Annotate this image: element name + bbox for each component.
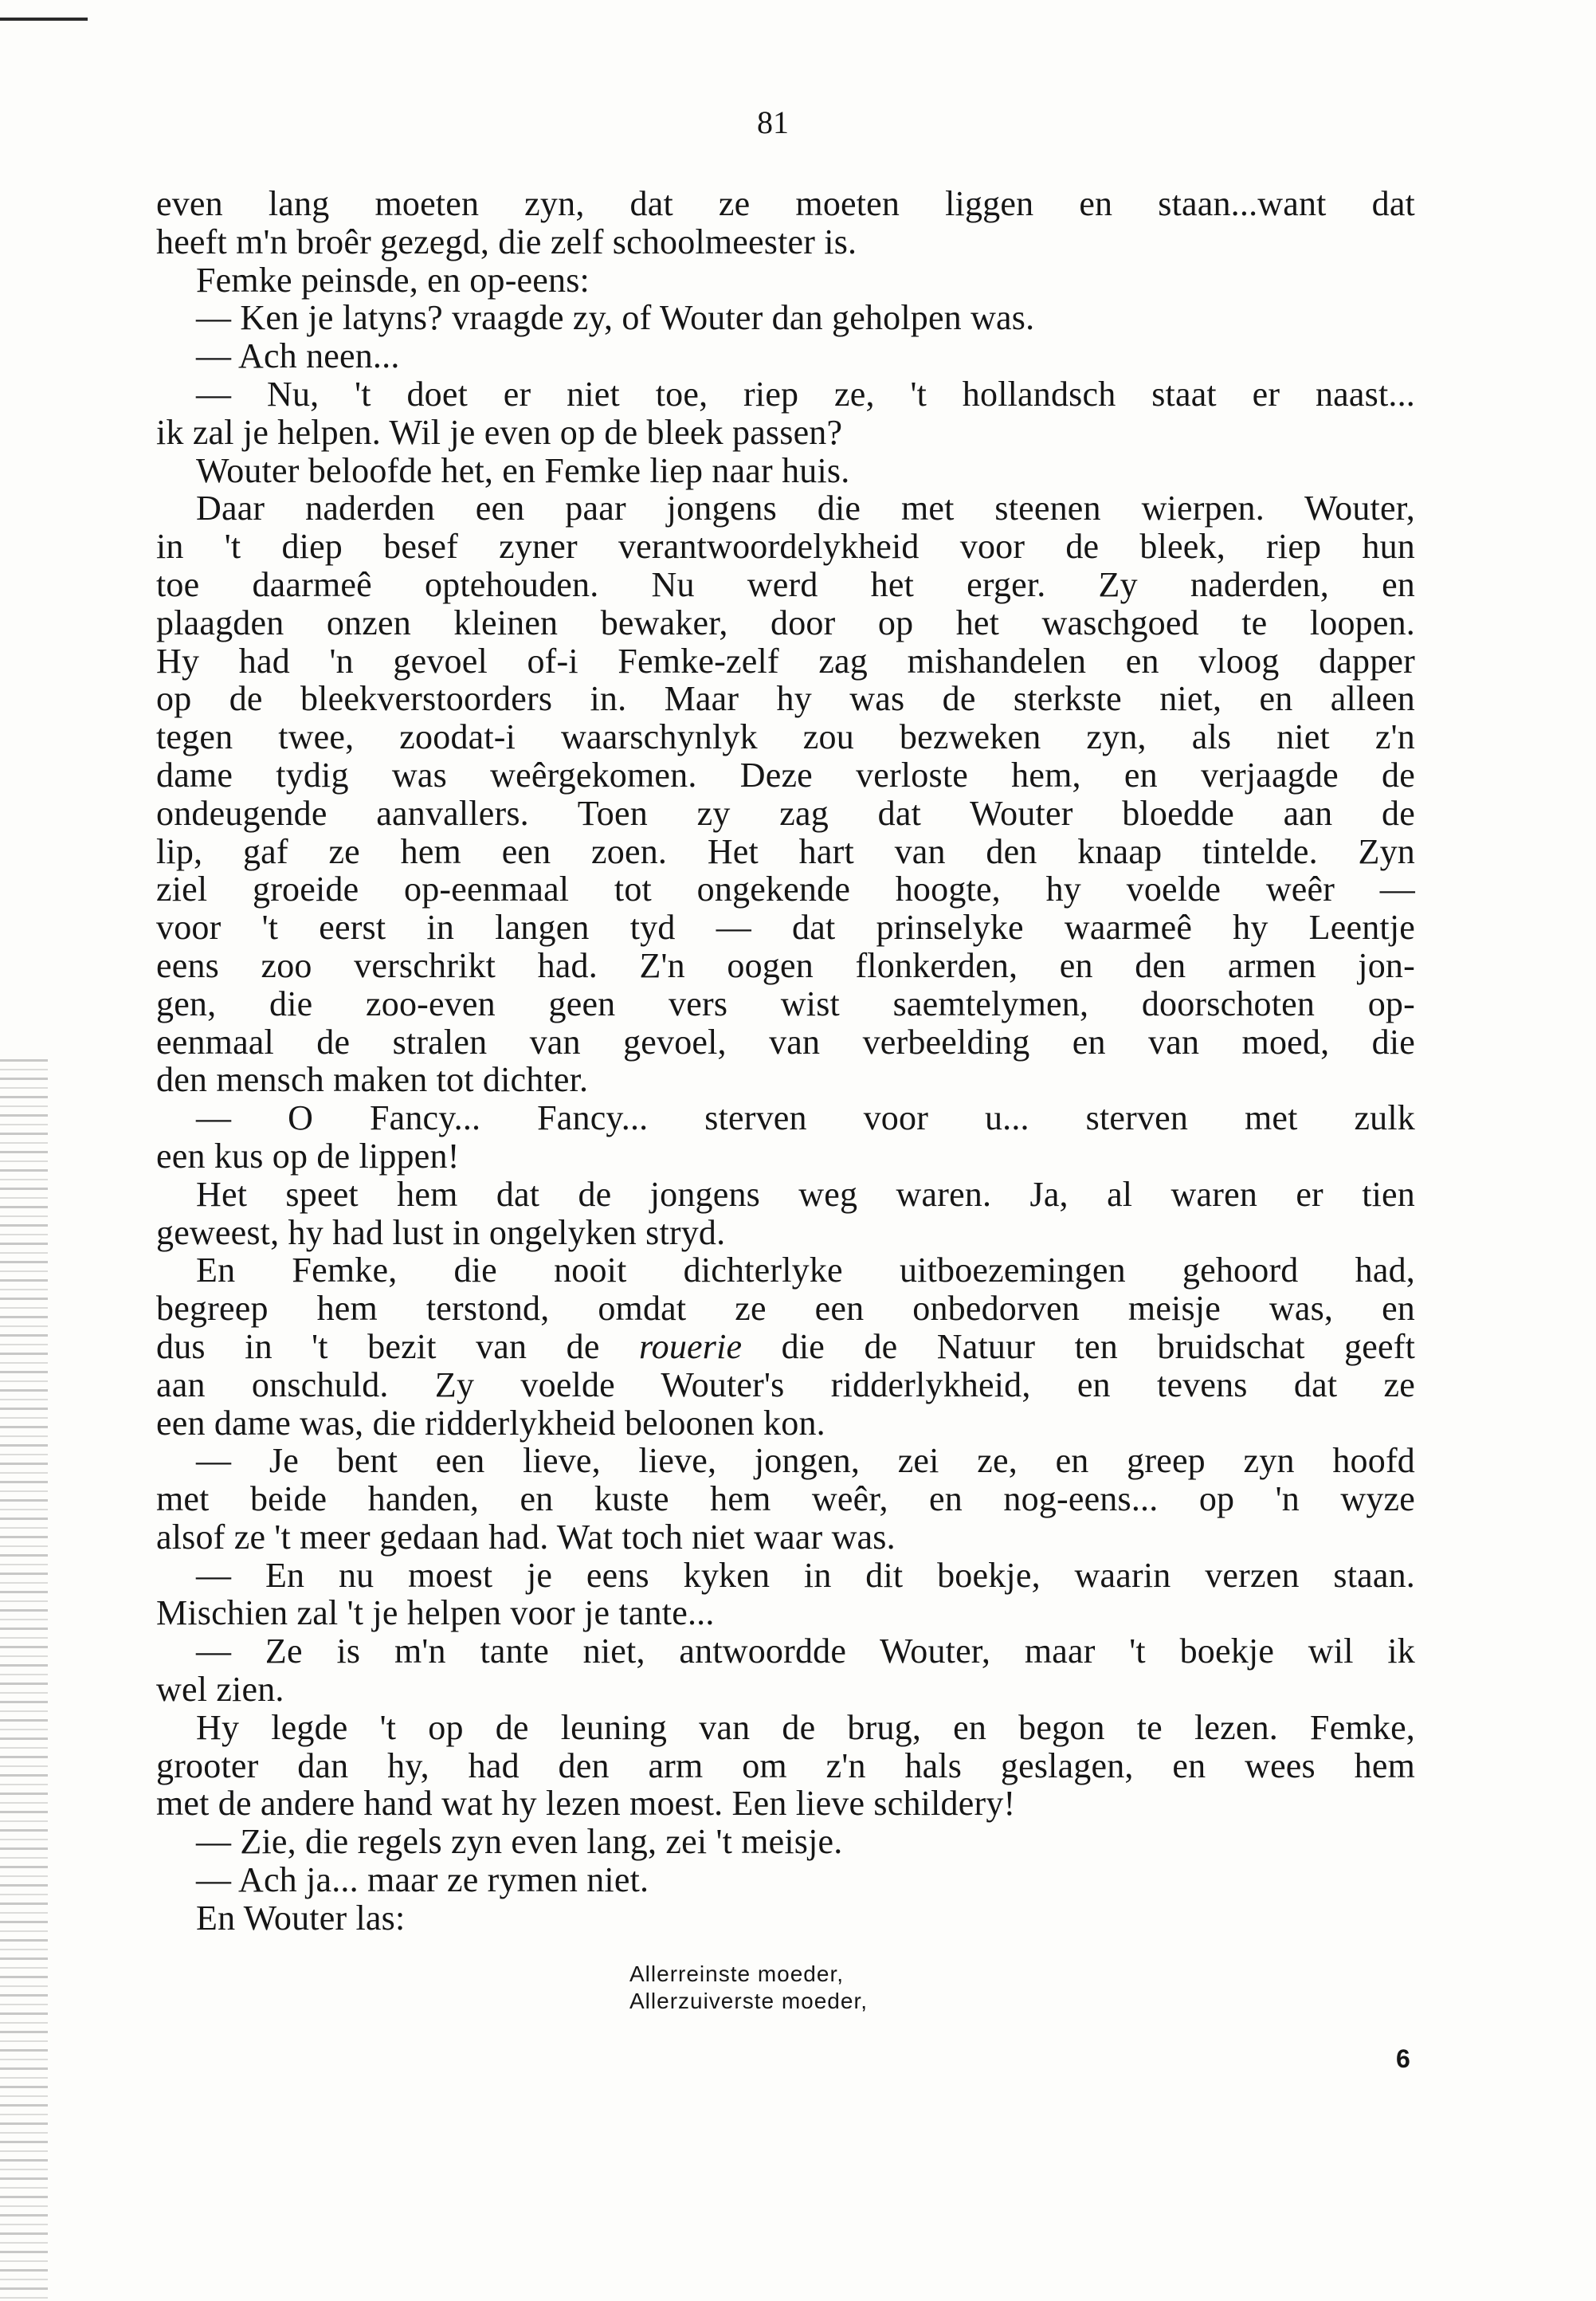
text-line: dame tydig was weêrgekomen. Deze verloste hem, en verjaagde de <box>156 755 1415 795</box>
text-line: En Wouter las: <box>196 1898 406 1938</box>
text-line: grooter dan hy, had den arm om z'n hals geslagen, en wees hem <box>156 1745 1415 1785</box>
text-line: — Nu, 't doet er niet toe, riep ze, 't hollandsch staat er naast... <box>196 374 1415 414</box>
scan-binding-shadow <box>0 1052 48 2301</box>
text-line: — Ach ja... maar ze rymen niet. <box>196 1860 649 1900</box>
text-line: Hy legde 't op de leuning van de brug, en begon te lezen. Femke, <box>196 1707 1415 1747</box>
text-line: — O Fancy... Fancy... sterven voor u... sterven met zulk <box>196 1098 1415 1138</box>
text-line: toe daarmeê optehouden. Nu werd het erger. Zy naderden, en <box>156 564 1415 604</box>
text-line: begreep hem terstond, omdat ze een onbedorven meisje was, en <box>156 1289 1415 1329</box>
text-line: plaagden onzen kleinen bewaker, door op het waschgoed te loopen. <box>156 603 1415 642</box>
text-line: een dame was, die ridderlykheid beloonen kon. <box>156 1403 825 1443</box>
text-line: dus in 't bezit van de rouerie die de Natuur ten bruidschat geeft <box>156 1326 1415 1366</box>
page-number: 81 <box>757 104 789 140</box>
text-line: eens zoo verschrikt had. Z'n oogen flonkerden, en den armen jon- <box>156 945 1415 985</box>
text-line: — Ken je latyns? vraagde zy, of Wouter dan geholpen was. <box>196 298 1035 338</box>
text-line: tegen twee, zoodat-i waarschynlyk zou bezweken zyn, als niet z'n <box>156 717 1415 757</box>
text-line: Het speet hem dat de jongens weg waren. Ja, al waren er tien <box>196 1174 1415 1214</box>
text-line: met beide handen, en kuste hem weêr, en nog-eens... op 'n wyze <box>156 1479 1415 1519</box>
text-line: even lang moeten zyn, dat ze moeten liggen en staan...want dat <box>156 184 1415 223</box>
text-line: ondeugende aanvallers. Toen zy zag dat Wouter bloedde aan de <box>156 793 1415 833</box>
verse-quote <box>629 1961 868 2015</box>
text-line: den mensch maken tot dichter. <box>156 1060 589 1100</box>
text-line: voor 't eerst in langen tyd — dat prinselyke waarmeê hy Leentje <box>156 908 1415 948</box>
text-line: Wouter beloofde het, en Femke liep naar huis. <box>196 450 850 490</box>
italic-word: rouerie <box>638 1326 743 1366</box>
text-line: En Femke, die nooit dichterlyke uitboezemingen gehoord had, <box>196 1251 1415 1290</box>
text-line: gen, die zoo-even geen vers wist saemtelymen, doorschoten op- <box>156 984 1415 1023</box>
text-line: alsof ze 't meer gedaan had. Wat toch niet waar was. <box>156 1517 896 1557</box>
text-line: aan onschuld. Zy voelde Wouter's ridderlykheid, en tevens dat ze <box>156 1365 1415 1404</box>
verse-line: Allerreinste moeder, <box>629 1961 845 1986</box>
text-line: eenmaal de stralen van gevoel, van verbeelding en van moed, die <box>156 1022 1415 1062</box>
text-line: in 't diep besef zyner verantwoordelykheid voor de bleek, riep hun <box>156 527 1415 567</box>
text-line: — Zie, die regels zyn even lang, zei 't meisje. <box>196 1822 843 1862</box>
text-line: geweest, hy had lust in ongelyken stryd. <box>156 1212 726 1252</box>
text-line: — En nu moest je eens kyken in dit boekje, waarin verzen staan. <box>196 1555 1415 1595</box>
text-line: ziel groeide op-eenmaal tot ongekende hoogte, hy voelde weêr — <box>156 870 1415 909</box>
text-line: Hy had 'n gevoel of-i Femke-zelf zag mishandelen en vloog dapper <box>156 641 1415 681</box>
verse-line: Allerzuiverste moeder, <box>629 1989 869 2013</box>
text-line: met de andere hand wat hy lezen moest. Een lieve schildery! <box>156 1784 1016 1824</box>
text-line: een kus op de lippen! <box>156 1136 460 1176</box>
text-line: wel zien. <box>156 1670 284 1710</box>
text-line: Mischien zal 't je helpen voor je tante... <box>156 1593 715 1633</box>
body-text <box>156 185 1415 1938</box>
text-line: — Je bent een lieve, lieve, jongen, zei ze, en greep zyn hoofd <box>196 1441 1415 1481</box>
text-line: Femke peinsde, en op-eens: <box>196 260 590 300</box>
text-line: heeft m'n broêr gezegd, die zelf schoolmeester is. <box>156 222 857 261</box>
text-line: ik zal je helpen. Wil je even op de bleek passen? <box>156 412 843 452</box>
text-line: — Ach neen... <box>196 336 400 376</box>
signature-mark: 6 <box>1396 2044 1410 2073</box>
text-line: lip, gaf ze hem een zoen. Het hart van den knaap tintelde. Zyn <box>156 831 1415 871</box>
text-line: — Ze is m'n tante niet, antwoordde Wouter, maar 't boekje wil ik <box>196 1632 1415 1671</box>
text-line: Daar naderden een paar jongens die met steenen wierpen. Wouter, <box>196 489 1415 528</box>
text-line: op de bleekverstoorders in. Maar hy was de sterkste niet, en alleen <box>156 679 1415 719</box>
scan-edge-line <box>0 18 88 21</box>
